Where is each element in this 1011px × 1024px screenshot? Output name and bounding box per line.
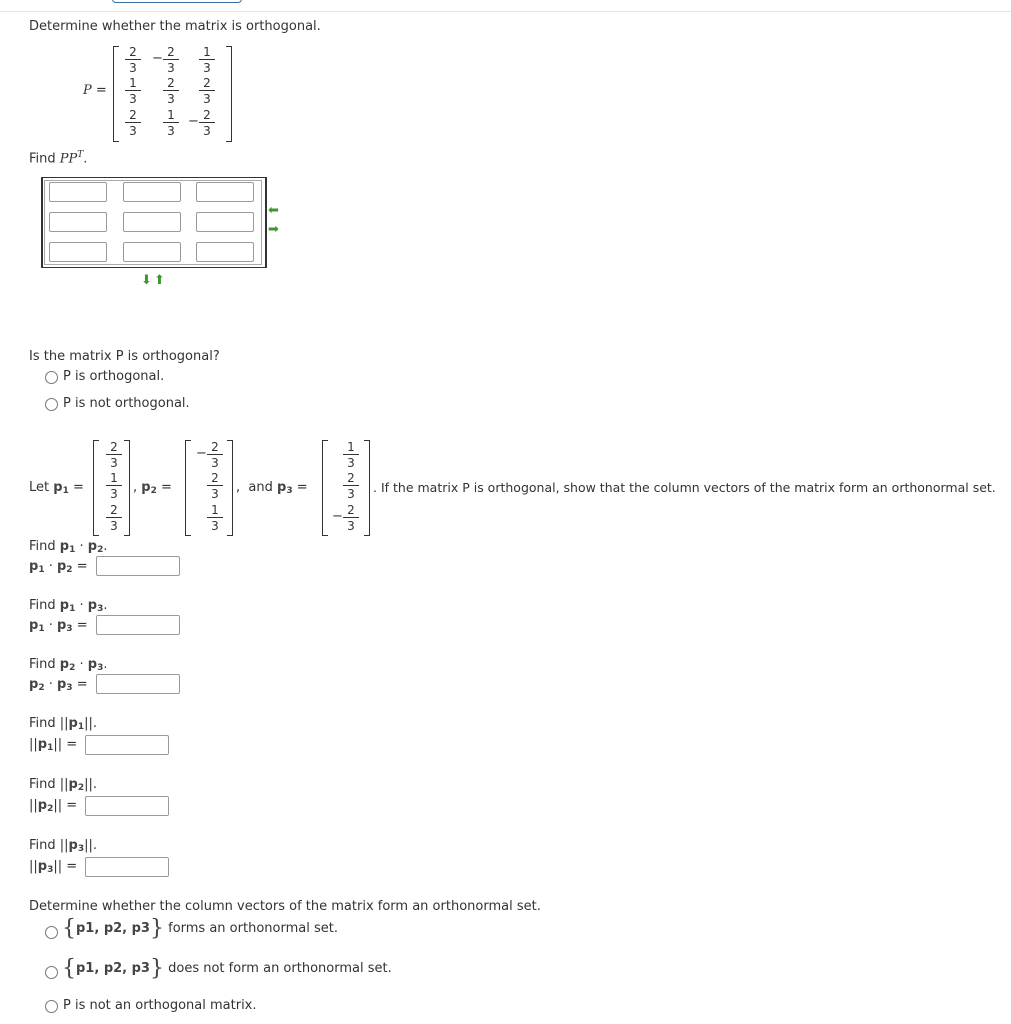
add-row-arrow-icon[interactable]: ⬇ [141,273,152,288]
ppt-input-r1c1[interactable] [49,182,107,202]
top-button-edge[interactable] [112,0,242,3]
ppt-input-r1c2[interactable] [123,182,181,202]
matrix-p-entry-r1c1: $\frac{2}{3}$ [125,46,141,74]
option-not-orthonormal: {p1, p2, p3} does not form an orthonormal set. [62,956,392,981]
p1-dot-p2-input[interactable] [96,556,180,576]
p1-right-bracket [124,440,130,536]
find-p1-dot-p2: Find $p_1 \cdot p_2$. [29,539,108,555]
norm-p1-input[interactable] [85,735,169,755]
ppt-input-r3c3[interactable] [196,242,254,262]
vector-p2-entry-2: $\frac{2}{3}$ [207,472,223,500]
matrix-p-entry-r1c2-sign: − [152,51,163,66]
vector-p2-entry-1: $\frac{2}{3}$ [207,441,223,469]
p2-left-bracket [185,440,191,536]
find-norm-p1: Find $||p_1||$. [29,716,98,732]
remove-column-arrow-icon[interactable]: ⬅ [268,203,279,218]
vector-p1-entry-3: $\frac{2}{3}$ [106,504,122,532]
let-p1-label: Let $p_1$ = [29,480,84,496]
vector-p3-entry-3-sign: − [332,509,343,524]
orthonormal-question-label: Determine whether the column vectors of the matrix form an orthonormal set. [29,899,541,914]
vector-p1-entry-2: $\frac{1}{3}$ [106,472,122,500]
radio-p-not-orthogonal-matrix[interactable] [45,1000,58,1013]
matrix-p-entry-r1c2: $\frac{2}{3}$ [163,46,179,74]
matrix-p-entry-r2c3: $\frac{2}{3}$ [199,77,215,105]
ppt-input-r1c3[interactable] [196,182,254,202]
p1-dot-p3-label: $p_1 \cdot p_3$ = [29,618,88,634]
matrix-p-label: P = [83,83,107,98]
option-p-not-orthogonal-matrix: P is not an orthogonal matrix. [63,998,257,1013]
find-p1-dot-p3: Find $p_1 \cdot p_3$. [29,598,108,614]
norm-p3-label: $||p_3||$ = [29,859,78,875]
ppt-input-r2c3[interactable] [196,212,254,232]
top-divider [0,11,1011,12]
radio-not-orthonormal[interactable] [45,966,58,979]
matrix-p-entry-r2c2: $\frac{2}{3}$ [163,77,179,105]
find-ppt-label: Find $PP^T$. [29,150,88,167]
matrix-p-left-bracket [113,46,119,142]
p1-dot-p2-label: $p_1 \cdot p_2$ = [29,559,88,575]
vector-p1-entry-1: $\frac{2}{3}$ [106,441,122,469]
add-column-arrow-icon[interactable]: ➡ [268,222,279,237]
radio-p-orthogonal[interactable] [45,371,58,384]
norm-p1-label: $||p_1||$ = [29,737,78,753]
vector-p2-entry-3: $\frac{1}{3}$ [207,504,223,532]
ppt-input-r2c2[interactable] [123,212,181,232]
p3-label: , and $p_3$ = [236,480,308,496]
p3-left-bracket [322,440,328,536]
question-prompt: Determine whether the matrix is orthogonal. [29,19,321,34]
matrix-p-entry-r1c3: $\frac{1}{3}$ [199,46,215,74]
orthonormal-instruction: . If the matrix P is orthogonal, show that the column vectors of the matrix form an orthonormal set. [373,480,996,495]
find-norm-p2: Find $||p_2||$. [29,777,98,793]
matrix-p-entry-r3c3: $\frac{2}{3}$ [199,109,215,137]
matrix-p-right-bracket [226,46,232,142]
p2-right-bracket [227,440,233,536]
p2-dot-p3-input[interactable] [96,674,180,694]
remove-row-arrow-icon[interactable]: ⬆ [154,273,165,288]
norm-p2-input[interactable] [85,796,169,816]
vector-p3-entry-1: $\frac{1}{3}$ [343,441,359,469]
norm-p2-label: $||p_2||$ = [29,798,78,814]
ppt-input-r3c2[interactable] [123,242,181,262]
p2-label: , $p_2$ = [133,480,172,496]
option-p-orthogonal: P is orthogonal. [63,369,165,384]
p3-right-bracket [364,440,370,536]
vector-p3-entry-3: $\frac{2}{3}$ [343,504,359,532]
option-p-not-orthogonal: P is not orthogonal. [63,396,190,411]
matrix-p-entry-r3c3-sign: − [188,114,199,129]
matrix-p-entry-r3c1: $\frac{2}{3}$ [125,109,141,137]
orthogonal-question-label: Is the matrix P is orthogonal? [29,349,220,364]
matrix-p-entry-r3c2: $\frac{1}{3}$ [163,109,179,137]
find-p2-dot-p3: Find $p_2 \cdot p_3$. [29,657,108,673]
find-norm-p3: Find $||p_3||$. [29,838,98,854]
p1-left-bracket [93,440,99,536]
norm-p3-input[interactable] [85,857,169,877]
ppt-input-r2c1[interactable] [49,212,107,232]
radio-p-not-orthogonal[interactable] [45,398,58,411]
matrix-p-entry-r2c1: $\frac{1}{3}$ [125,77,141,105]
ppt-input-r3c1[interactable] [49,242,107,262]
option-forms-orthonormal: {p1, p2, p3} forms an orthonormal set. [62,916,338,941]
vector-p3-entry-2: $\frac{2}{3}$ [343,472,359,500]
p1-dot-p3-input[interactable] [96,615,180,635]
vector-p2-entry-1-sign: − [196,446,207,461]
p2-dot-p3-label: $p_2 \cdot p_3$ = [29,677,88,693]
radio-forms-orthonormal[interactable] [45,926,58,939]
